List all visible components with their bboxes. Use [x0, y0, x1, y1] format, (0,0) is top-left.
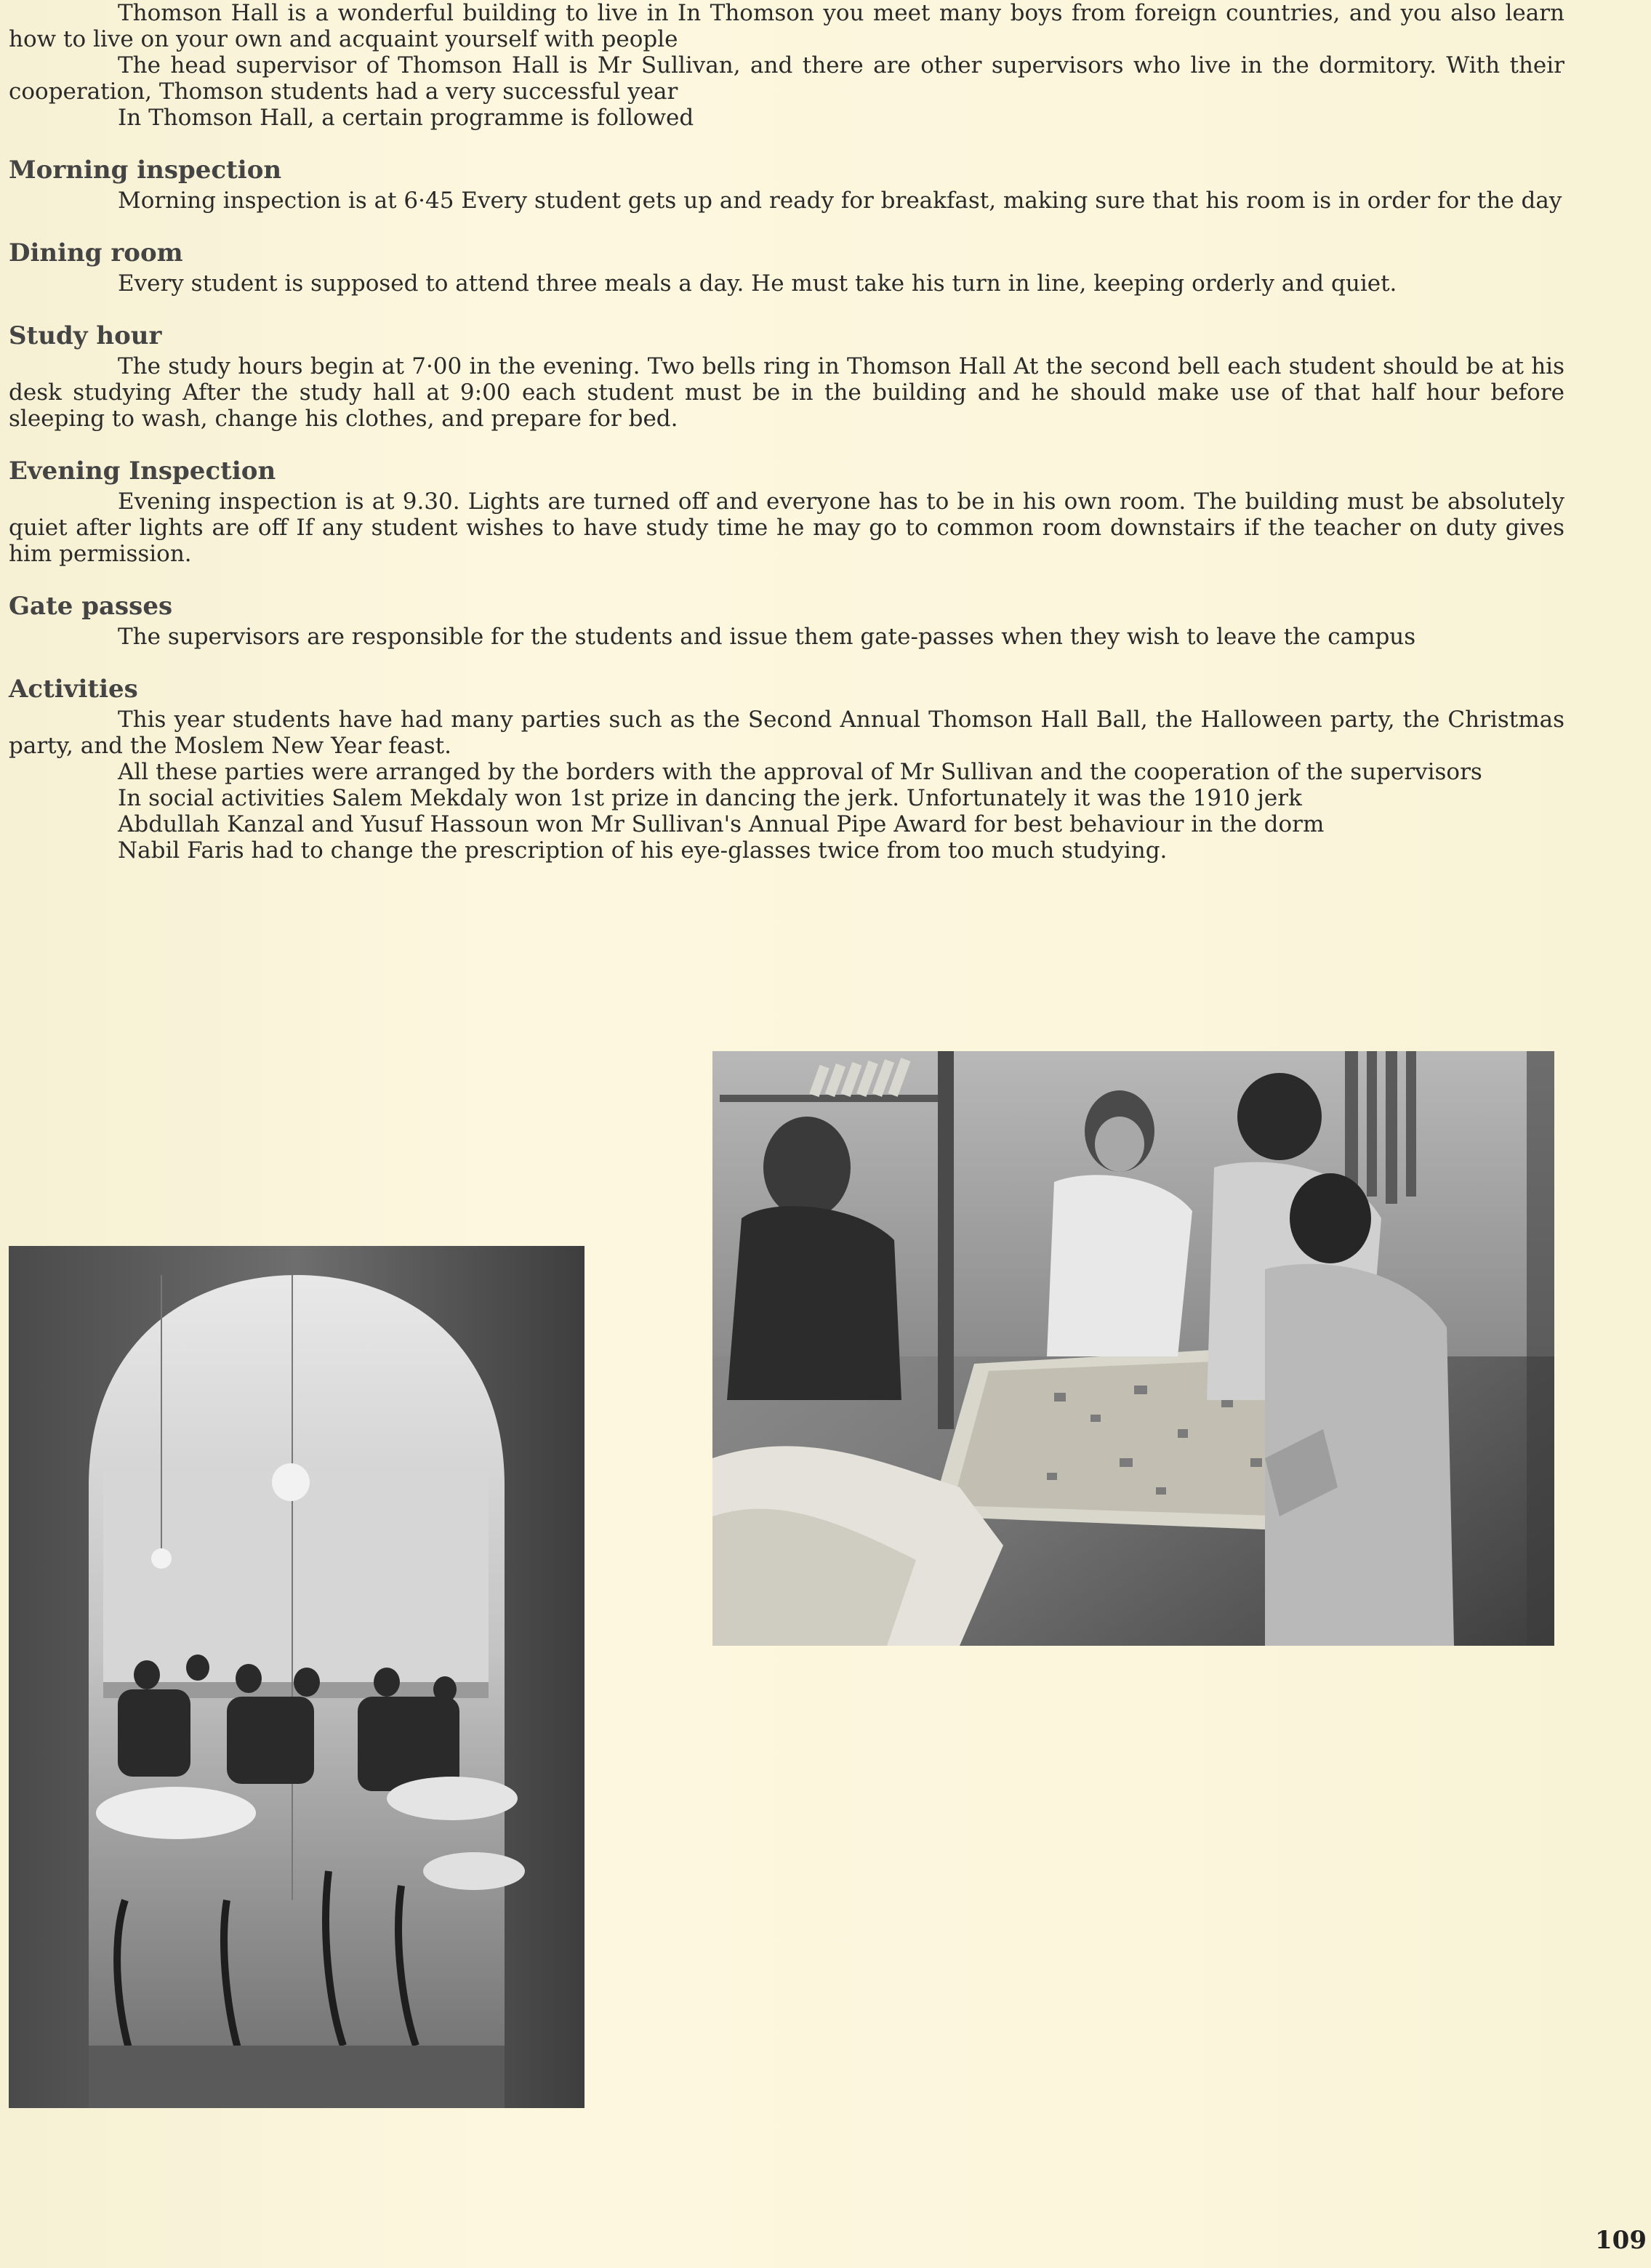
intro-paragraph-1: Thomson Hall is a wonderful building to live in In Thomson you meet many boys from foreign countries, and you also learn how to live on your own and acquaint yourself with people	[9, 0, 1564, 52]
activities-line-2: Abdullah Kanzal and Yusuf Hassoun won Mr Sullivan's Annual Pipe Award for best behaviour in the dorm	[118, 811, 1325, 837]
study-hour-paragraph: The study hours begin at 7·00 in the evening. Two bells ring in Thomson Hall At the second bell each student should be at his desk studying After the study hall at 9:00 each student must be in the building and he should make use of that half hour before sleeping to wash, change his clothes, and prepare for bed.	[9, 353, 1564, 432]
morning-inspection-paragraph: Morning inspection is at 6·45 Every student gets up and ready for breakfast, making sure that his room is in order for the day	[118, 188, 1562, 214]
section-heading-activities: Activities	[9, 675, 138, 704]
section-heading-study-hour: Study hour	[9, 321, 162, 350]
section-heading-dining-room: Dining room	[9, 238, 183, 268]
puzzle-students-photo	[712, 1051, 1554, 1646]
gate-passes-paragraph: The supervisors are responsible for the students and issue them gate-passes when they wish to leave the campus	[118, 624, 1416, 650]
page-number: 109	[1595, 2226, 1647, 2255]
section-heading-evening-inspection: Evening Inspection	[9, 457, 276, 486]
activities-paragraph-2: All these parties were arranged by the borders with the approval of Mr Sullivan and the cooperation of the supervisors	[118, 759, 1482, 785]
article-body	[9, 0, 1564, 864]
activities-paragraph-1: This year students have had many parties such as the Second Annual Thomson Hall Ball, the Halloween party, the Christmas party, and the Moslem New Year feast.	[9, 707, 1564, 759]
intro-paragraph-3: In Thomson Hall, a certain programme is followed	[118, 105, 694, 131]
dining-room-paragraph: Every student is supposed to attend three meals a day. He must take his turn in line, keeping orderly and quiet.	[118, 270, 1397, 297]
activities-line-3: Nabil Faris had to change the prescription of his eye-glasses twice from too much studying.	[118, 837, 1168, 864]
section-heading-gate-passes: Gate passes	[9, 592, 173, 621]
section-heading-morning-inspection: Morning inspection	[9, 156, 282, 185]
evening-inspection-paragraph: Evening inspection is at 9.30. Lights are turned off and everyone has to be in his own room. The building must be absolutely quiet after lights are off If any student wishes to have study time he may go to common room downstairs if the teacher on duty gives him permission.	[9, 488, 1564, 567]
intro-paragraph-2: The head supervisor of Thomson Hall is Mr Sullivan, and there are other supervisors who live in the dormitory. With their cooperation, Thomson students had a very successful year	[9, 52, 1564, 105]
activities-line-1: In social activities Salem Mekdaly won 1st prize in dancing the jerk. Unfortunately it was the 1910 jerk	[118, 785, 1302, 811]
dining-room-photo	[9, 1246, 585, 2108]
